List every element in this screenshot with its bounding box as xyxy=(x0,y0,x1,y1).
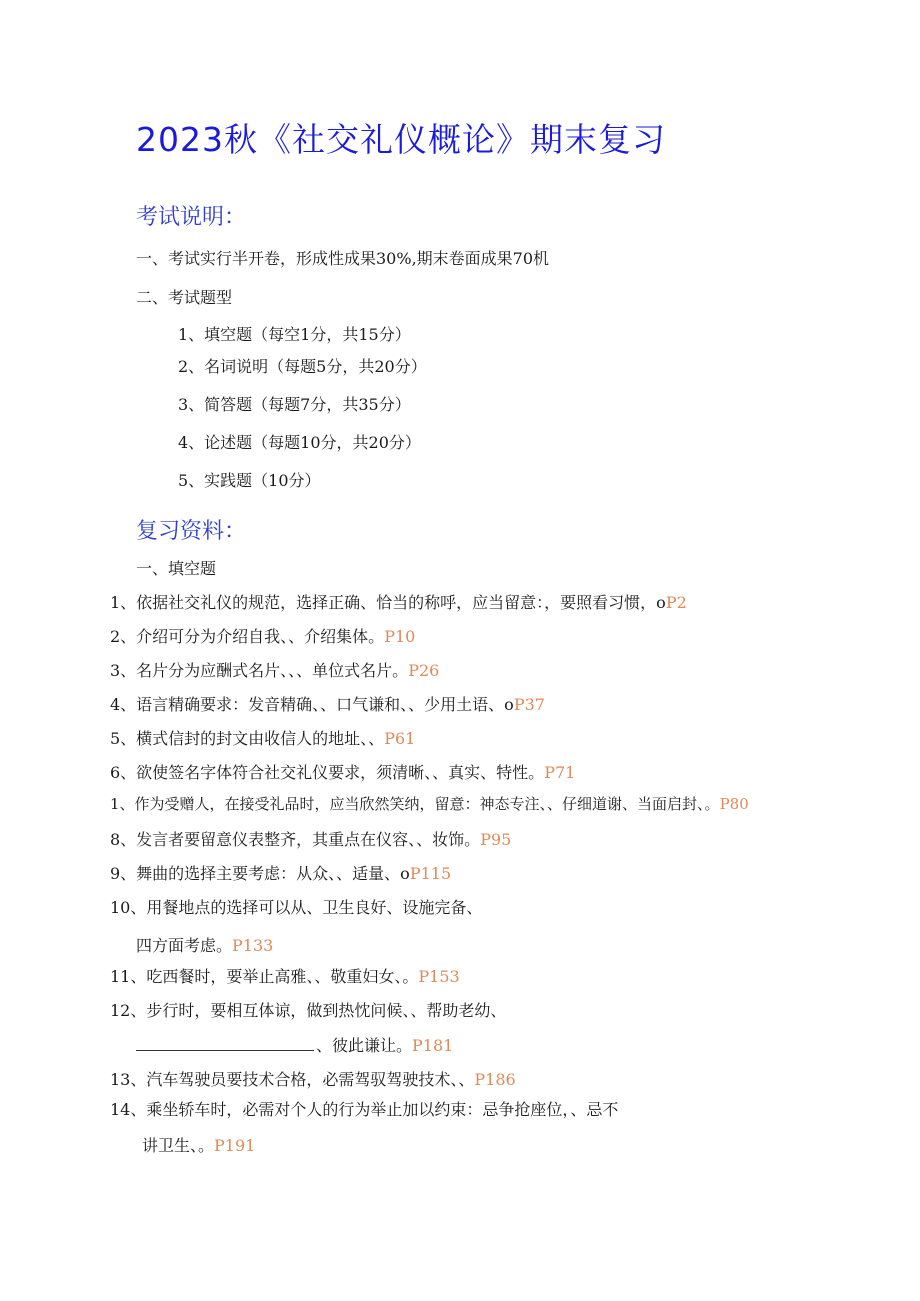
page-ref: P133 xyxy=(232,936,274,955)
item-text: 5、横式信封的封文由收信人的地址、、 xyxy=(110,729,385,748)
blank-underline xyxy=(136,1036,314,1051)
page-ref: P2 xyxy=(665,593,687,612)
item-text: 2、介绍可分为介绍自我、、介绍集体。 xyxy=(110,627,385,646)
page-ref: P37 xyxy=(513,695,545,714)
item-text: 13、汽车驾驶员要技术合格，必需驾驭驾驶技术、、 xyxy=(110,1070,475,1089)
page-ref: P71 xyxy=(544,763,576,782)
question-type-item: 2、名词说明（每题5分，共20分） xyxy=(178,357,427,376)
page-ref: P80 xyxy=(719,795,749,813)
fill-blank-item-continued xyxy=(142,1133,255,1156)
item-text: 讲卫生、。 xyxy=(142,1136,215,1155)
question-type-item: 3、简答题（每题7分，共35分） xyxy=(178,395,411,414)
page-ref: P115 xyxy=(409,864,452,883)
fill-blank-item xyxy=(110,964,460,987)
exam-heading: 考试说明： xyxy=(136,205,247,230)
item-text: 8、发言者要留意仪表整齐，其重点在仪容、、妆饰。 xyxy=(110,830,481,849)
item-text: 四方面考虑。 xyxy=(136,936,233,955)
page-ref: P181 xyxy=(412,1036,454,1055)
fill-blank-item-continued xyxy=(136,1033,453,1056)
fill-blank-item-continued xyxy=(136,933,273,956)
page-ref: P153 xyxy=(418,967,460,986)
fill-blank-item xyxy=(110,861,451,884)
fill-blank-item xyxy=(110,1067,516,1090)
item-text: 1、作为受赠人，在接受礼品时，应当欣然笑纳，留意：神态专注、、仔细道谢、当面启封、。 xyxy=(110,795,720,813)
item-text: 6、欲使签名字体符合社交礼仪要求，须清晰、、真实、特性。 xyxy=(110,763,545,782)
item-text: 9、舞曲的选择主要考虑：从众、、适量、o xyxy=(110,864,410,883)
page-ref: P191 xyxy=(214,1136,256,1155)
item-text: 11、吃西餐时，要举止高雅、、敬重妇女、。 xyxy=(110,967,419,986)
fill-blank-item xyxy=(110,793,749,814)
page-ref: P95 xyxy=(480,830,512,849)
item-text: 3、名片分为应酬式名片、、、单位式名片。 xyxy=(110,661,409,680)
fill-blank-item xyxy=(110,624,415,647)
page-ref: P26 xyxy=(408,661,440,680)
exam-line-1: 一、考试实行半开卷，形成性成果30%,期末卷面成果70机 xyxy=(136,249,550,268)
fill-blank-item xyxy=(110,827,511,850)
fill-blank-item xyxy=(110,658,439,681)
item-text: 14、乘坐轿车时，必需对个人的行为举止加以约束：忌争抢座位，、忌不 xyxy=(110,1100,619,1119)
fill-blank-item xyxy=(110,726,415,749)
review-subheading: 一、填空题 xyxy=(136,559,217,578)
page-ref: P61 xyxy=(384,729,416,748)
page-ref: P10 xyxy=(384,627,416,646)
item-text: 12、步行时，要相互体谅，做到热忱问候、、帮助老幼、 xyxy=(110,1001,507,1020)
item-text: 1、依据社交礼仪的规范，选择正确、恰当的称呼，应当留意：，要照看习惯，o xyxy=(110,593,666,612)
item-text: 10、用餐地点的选择可以从、卫生良好、设施完备、 xyxy=(110,898,483,917)
item-text: 、彼此谦让。 xyxy=(316,1036,413,1055)
fill-blank-item xyxy=(110,1097,618,1120)
fill-blank-item xyxy=(110,760,575,783)
fill-blank-item xyxy=(110,692,545,715)
page-ref: P186 xyxy=(474,1070,516,1089)
question-type-item: 4、论述题（每题10分，共20分） xyxy=(178,433,421,452)
page-title: 2023秋《社交礼仪概论》期末复习 xyxy=(136,120,666,159)
fill-blank-item xyxy=(110,895,482,918)
item-text: 4、语言精确要求：发音精确、、口气谦和、、少用土语、o xyxy=(110,695,514,714)
fill-blank-item xyxy=(110,590,687,613)
question-type-item: 1、填空题（每空1分，共15分） xyxy=(178,325,411,344)
fill-blank-item xyxy=(110,998,506,1021)
review-heading: 复习资料： xyxy=(136,519,247,544)
exam-line-2: 二、考试题型 xyxy=(136,288,233,307)
question-type-item: 5、实践题（10分） xyxy=(178,471,321,490)
